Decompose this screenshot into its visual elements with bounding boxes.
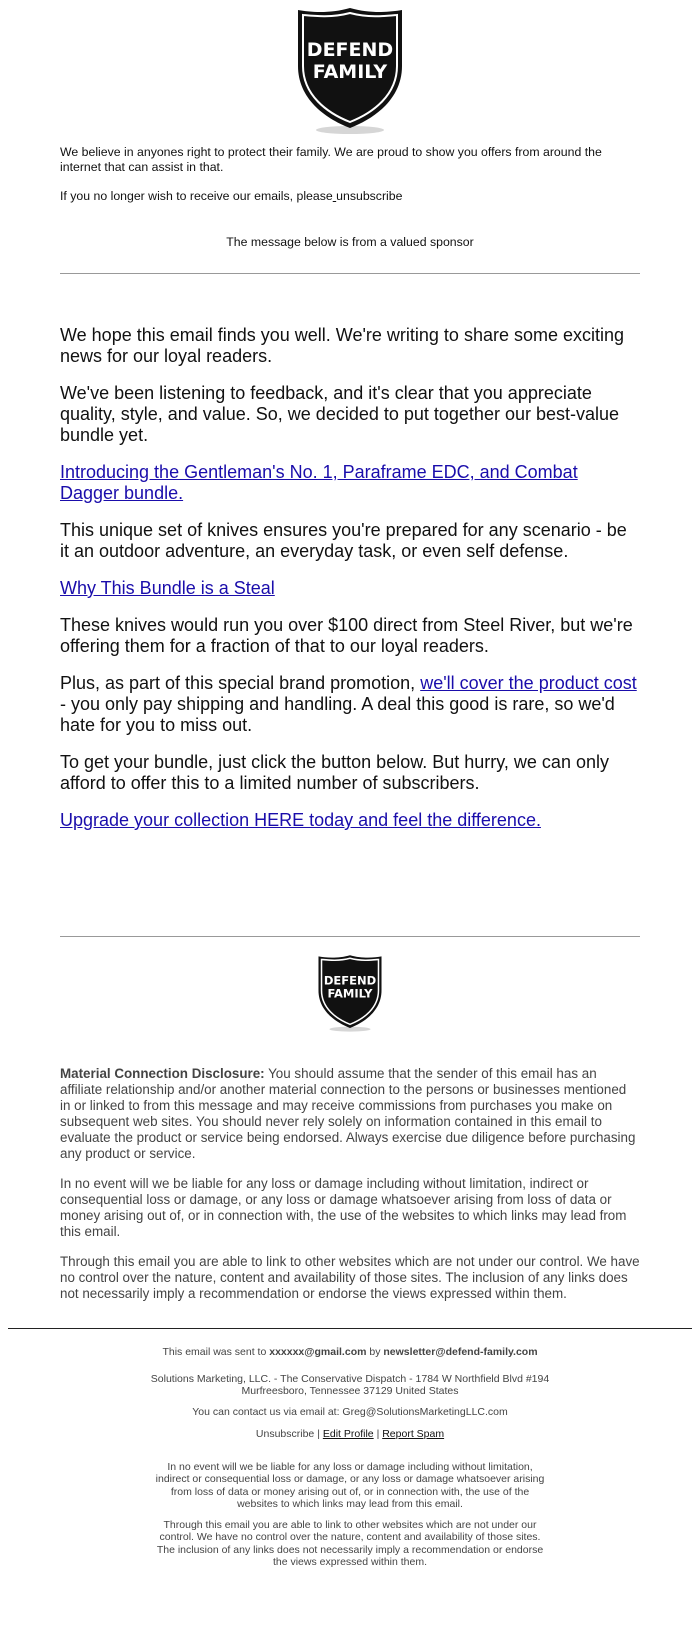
footer-sent-by: by xyxy=(369,1346,381,1358)
logo-small-line1: DEFEND xyxy=(323,973,377,988)
footer-links-disclaimer: Through this email you are able to link to other websites which are not under our control. We have no control over the nature, content and availability of those sites. The inclusion of any links does not necessarily imply a recommendation or endorse the views expressed within them. xyxy=(156,1518,544,1568)
bundle-intro-link[interactable]: Introducing the Gentleman's No. 1, Paraframe EDC, and Combat Dagger bundle. xyxy=(60,462,578,503)
body-paragraph-1: We hope this email finds you well. We're writing to share some exciting news for our loyal readers. xyxy=(60,325,625,366)
unsubscribe-link[interactable]: unsubscribe xyxy=(336,189,403,203)
sender-email: newsletter@defend-family.com xyxy=(383,1346,538,1358)
sponsor-note-text: The message below is from a valued sponsor xyxy=(226,235,474,249)
recipient-email: xxxxxx@gmail.com xyxy=(269,1346,367,1358)
body-paragraph-4: These knives would run you over $100 direct from Steel River, but we're offering them for a fraction of that to our loyal readers. xyxy=(60,615,633,656)
body-paragraph-3: This unique set of knives ensures you're prepared for any scenario - be it an outdoor adventure, an everyday task, or even self defense. xyxy=(60,520,627,561)
logo-line2: FAMILY xyxy=(312,61,388,83)
footer-address-2: Murfreesboro, Tennessee 37129 United States xyxy=(241,1385,459,1397)
footer-actions xyxy=(0,1428,700,1441)
disclosure-text: You should assume that the sender of this email has an affiliate relationship and/or another material connection to the persons or businesses mentioned in or linked to from this message and may receive commissions from purchases you make on subsequent web sites. You should never rely solely on information contained in this email to evaluate the product or service being endorsed. Always exercise due diligence before purchasing any product or service. xyxy=(60,1066,636,1161)
disclosure-title: Material Connection Disclosure: xyxy=(60,1066,265,1081)
body-paragraph-5-prefix: Plus, as part of this special brand promotion, xyxy=(60,673,416,693)
divider-bottom xyxy=(60,936,640,937)
brand-logo-small xyxy=(0,954,700,1039)
divider-top xyxy=(60,273,640,274)
footer-divider xyxy=(8,1328,692,1329)
edit-profile-link[interactable]: Edit Profile xyxy=(322,1428,374,1440)
product-cost-link[interactable]: we'll cover the product cost xyxy=(420,673,637,693)
liability-disclaimer: In no event will we be liable for any loss or damage including without limitation, indirect or consequential loss or damage, or any loss or damage whatsoever arising from loss of data or money arising out of, or in connection with, the use of the websites to which links may lead from this email. xyxy=(60,1176,627,1239)
footer-sent-prefix: This email was sent to xyxy=(162,1346,267,1358)
material-connection-disclosure xyxy=(60,1066,640,1162)
intro-belief xyxy=(60,145,640,175)
sponsor-note xyxy=(60,235,640,250)
body-paragraph-6: To get your bundle, just click the button below. But hurry, we can only afford to offer this to a limited number of subscribers. xyxy=(60,752,609,793)
body-paragraph-5-suffix: - you only pay shipping and handling. A deal this good is rare, so we'd hate for you to miss out. xyxy=(60,694,615,735)
footer-separator-2: | xyxy=(376,1428,380,1440)
footer xyxy=(0,1346,700,1569)
body-paragraph-2: We've been listening to feedback, and it's clear that you appreciate quality, style, and value. So, we decided to put together our best-value bundle yet. xyxy=(60,383,620,445)
logo-small-line2: FAMILY xyxy=(327,986,373,1001)
unsubscribe-line xyxy=(60,189,640,204)
bundle-steal-link[interactable]: Why This Bundle is a Steal xyxy=(60,578,275,598)
footer-address-1: Solutions Marketing, LLC. - The Conservative Dispatch - 1784 W Northfield Blvd #194 xyxy=(150,1372,550,1385)
report-spam-link[interactable]: Report Spam xyxy=(382,1428,445,1440)
shield-icon-small xyxy=(316,954,384,1034)
brand-logo xyxy=(0,6,700,143)
footer-liability: In no event will we be liable for any loss or damage including without limitation, indirect or consequential loss or damage, or any loss or damage whatsoever arising from loss of data or money arising out of, or in connection with, the use of the websites to which links may lead from this email. xyxy=(155,1460,545,1510)
footer-contact: You can contact us via email at: Greg@SolutionsMarketingLLC.com xyxy=(192,1405,508,1418)
intro-belief-text: We believe in anyones right to protect their family. We are proud to show you offers from around the internet that can assist in that. xyxy=(60,145,602,174)
footer-separator-1: | xyxy=(317,1428,320,1440)
body-paragraph-5 xyxy=(60,673,640,736)
external-links-disclaimer: Through this email you are able to link to other websites which are not under our control. We have no control over the nature, content and availability of those sites. The inclusion of any links does not necessarily imply a recommendation or endorse the views expressed within them. xyxy=(60,1254,640,1301)
shield-icon xyxy=(294,6,406,138)
footer-sent-line xyxy=(0,1346,700,1359)
upgrade-collection-link[interactable]: Upgrade your collection HERE today and feel the difference. xyxy=(60,810,541,830)
logo-line1: DEFEND xyxy=(306,39,394,61)
unsubscribe-prefix: If you no longer wish to receive our emails, please xyxy=(60,189,333,203)
disclosure-section xyxy=(60,1066,640,1316)
footer-unsubscribe-link[interactable]: Unsubscribe xyxy=(255,1428,315,1440)
email-body xyxy=(60,325,640,847)
